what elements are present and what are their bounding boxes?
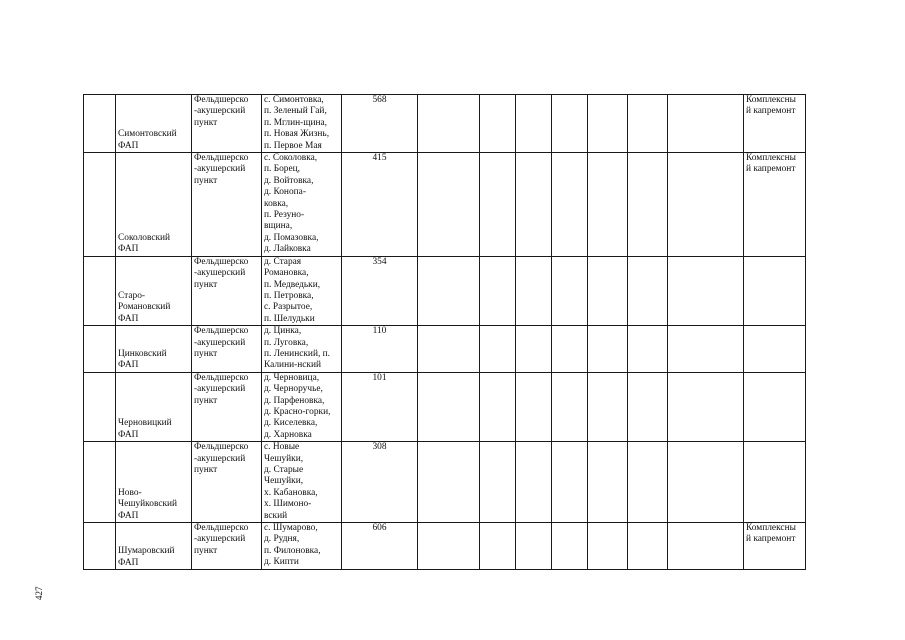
population-cell: 101: [342, 372, 418, 441]
work-type-cell: Комплексны й капремонт: [744, 153, 806, 257]
empty-cell: [628, 372, 668, 441]
empty-cell: [552, 256, 588, 325]
facility-name-cell: Соколовский ФАП: [116, 153, 192, 257]
row-number-cell: [84, 326, 116, 373]
empty-cell: [418, 153, 480, 257]
empty-cell: [516, 372, 552, 441]
settlements-cell: с. Соколовка, п. Борец, д. Войтовка, д. Конопа- ковка, п. Резуно- вщина, д. Помазовка, д. Лайковка: [262, 153, 342, 257]
table-row: [84, 153, 806, 257]
facility-type-cell: Фельдшерско -акушерский пункт: [192, 326, 262, 373]
empty-cell: [480, 95, 516, 153]
facility-type-cell: Фельдшерско -акушерский пункт: [192, 95, 262, 153]
row-number-cell: [84, 372, 116, 441]
empty-cell: [668, 523, 744, 570]
population-cell: 308: [342, 442, 418, 523]
table-row: [84, 256, 806, 325]
facility-type-cell: Фельдшерско -акушерский пункт: [192, 153, 262, 257]
facility-name-cell: Цинковский ФАП: [116, 326, 192, 373]
empty-cell: [588, 442, 628, 523]
table-row: [84, 372, 806, 441]
empty-cell: [588, 153, 628, 257]
facility-name-cell: Ново- Чешуйковский ФАП: [116, 442, 192, 523]
population-cell: 354: [342, 256, 418, 325]
population-cell: 606: [342, 523, 418, 570]
empty-cell: [628, 326, 668, 373]
empty-cell: [516, 153, 552, 257]
empty-cell: [628, 95, 668, 153]
work-type-cell: [744, 326, 806, 373]
population-cell: 110: [342, 326, 418, 373]
empty-cell: [480, 523, 516, 570]
empty-cell: [418, 372, 480, 441]
work-type-cell: Комплексны й капремонт: [744, 95, 806, 153]
facility-name-cell: Старо- Романовский ФАП: [116, 256, 192, 325]
empty-cell: [516, 256, 552, 325]
settlements-cell: с. Новые Чешуйки, д. Старые Чешуйки, х. Кабановка, х. Шимоно- вский: [262, 442, 342, 523]
empty-cell: [516, 442, 552, 523]
row-number-cell: [84, 256, 116, 325]
empty-cell: [668, 326, 744, 373]
empty-cell: [552, 442, 588, 523]
empty-cell: [668, 372, 744, 441]
empty-cell: [668, 95, 744, 153]
row-number-cell: [84, 153, 116, 257]
empty-cell: [552, 523, 588, 570]
row-number-cell: [84, 523, 116, 570]
facility-type-cell: Фельдшерско -акушерский пункт: [192, 523, 262, 570]
work-type-cell: [744, 442, 806, 523]
empty-cell: [588, 256, 628, 325]
empty-cell: [418, 523, 480, 570]
work-type-cell: [744, 372, 806, 441]
facility-name-cell: Черновицкий ФАП: [116, 372, 192, 441]
facilities-table: [83, 94, 806, 570]
empty-cell: [480, 326, 516, 373]
settlements-cell: д. Старая Романовка, п. Медведьки, п. Петровка, с. Разрытое, п. Шелудьки: [262, 256, 342, 325]
work-type-cell: [744, 256, 806, 325]
empty-cell: [588, 372, 628, 441]
facility-type-cell: Фельдшерско -акушерский пункт: [192, 372, 262, 441]
empty-cell: [480, 372, 516, 441]
page-number: 427: [34, 586, 44, 600]
empty-cell: [628, 153, 668, 257]
settlements-cell: с. Симонтовка, п. Зеленый Гай, п. Мглин-щина, п. Новая Жизнь, п. Первое Мая: [262, 95, 342, 153]
empty-cell: [516, 326, 552, 373]
empty-cell: [480, 256, 516, 325]
population-cell: 568: [342, 95, 418, 153]
empty-cell: [516, 95, 552, 153]
facility-name-cell: Шумаровский ФАП: [116, 523, 192, 570]
empty-cell: [552, 153, 588, 257]
settlements-cell: д. Черновица, д. Черноручье, д. Парфеновка, д. Красно-горки, д. Киселевка, д. Харновка: [262, 372, 342, 441]
row-number-cell: [84, 442, 116, 523]
empty-cell: [668, 442, 744, 523]
empty-cell: [418, 256, 480, 325]
empty-cell: [588, 95, 628, 153]
empty-cell: [628, 523, 668, 570]
empty-cell: [516, 523, 552, 570]
empty-cell: [480, 153, 516, 257]
facility-name-cell: Симонтовский ФАП: [116, 95, 192, 153]
settlements-cell: с. Шумарово, д. Рудня, п. Филоновка, д. Кипти: [262, 523, 342, 570]
table-body: [84, 95, 806, 570]
facility-type-cell: Фельдшерско -акушерский пункт: [192, 442, 262, 523]
empty-cell: [418, 326, 480, 373]
empty-cell: [552, 95, 588, 153]
empty-cell: [668, 153, 744, 257]
population-cell: 415: [342, 153, 418, 257]
table-row: [84, 326, 806, 373]
work-type-cell: Комплексны й капремонт: [744, 523, 806, 570]
row-number-cell: [84, 95, 116, 153]
empty-cell: [668, 256, 744, 325]
empty-cell: [552, 372, 588, 441]
empty-cell: [628, 442, 668, 523]
empty-cell: [552, 326, 588, 373]
table-row: [84, 523, 806, 570]
settlements-cell: д. Цинка, п. Луговка, п. Ленинский, п. Калини-нский: [262, 326, 342, 373]
empty-cell: [588, 523, 628, 570]
empty-cell: [418, 442, 480, 523]
table-row: [84, 442, 806, 523]
empty-cell: [588, 326, 628, 373]
table-row: [84, 95, 806, 153]
empty-cell: [418, 95, 480, 153]
empty-cell: [628, 256, 668, 325]
facility-type-cell: Фельдшерско -акушерский пункт: [192, 256, 262, 325]
empty-cell: [480, 442, 516, 523]
